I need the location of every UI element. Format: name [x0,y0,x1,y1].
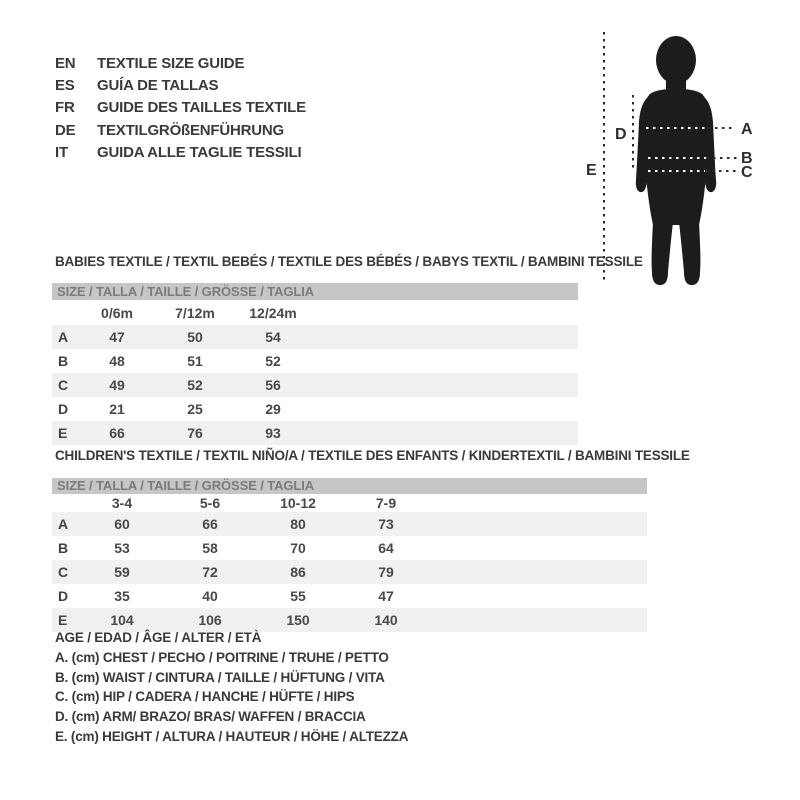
language-code: IT [55,144,68,162]
column-header-cell: 3-4 [111,495,133,511]
table-row [52,373,578,397]
table-row [52,584,647,608]
language-title-row [55,74,306,96]
table-row [52,560,647,584]
value-cell: 35 [114,588,130,604]
unit-header-row [52,494,647,512]
table-row [52,325,578,349]
column-header-cell: 5-6 [199,495,221,511]
value-cell: 93 [265,425,281,441]
value-cell: 106 [198,612,222,628]
value-cell: 51 [187,353,203,369]
table-row [52,512,647,536]
row-label-cell: C [58,377,69,393]
legend-line: AGE / EDAD / ÂGE / ALTER / ETÀ [55,630,262,646]
value-cell: 86 [290,564,306,580]
language-title: GUIDA ALLE TAGLIE TESSILI [97,144,302,162]
legend-line: E. (cm) HEIGHT / ALTURA / HAUTEUR / HÖHE / ALTEZZA [55,728,409,744]
value-cell: 48 [109,353,125,369]
column-header-cell: 0/6m [101,304,133,321]
row-label-cell: E [58,425,68,441]
value-cell: 79 [378,564,394,580]
measure-label-c: C [741,164,753,181]
measure-label-a: A [741,121,753,138]
table-row [52,349,578,373]
row-label-cell: A [58,329,69,345]
measure-label-d: D [615,126,627,143]
measure-label-b: B [741,150,753,167]
language-title: TEXTILGRÖßENFÜHRUNG [97,121,285,139]
size-header-bar: SIZE / TALLA / TAILLE / GRÖSSE / TAGLIA [52,283,578,300]
value-cell: 76 [187,425,203,441]
language-code: FR [55,99,75,117]
row-label-cell: D [58,588,69,604]
value-cell: 60 [114,516,130,532]
unit-header-row [52,300,578,325]
babies-section-heading: BABIES TEXTILE / TEXTIL BEBÉS / TEXTILE DES BÉBÉS / BABYS TEXTIL / BAMBINI TESSILE [55,254,643,269]
language-code: DE [55,121,76,139]
language-title: TEXTILE SIZE GUIDE [97,54,245,72]
column-header-cell: 7/12m [175,304,215,321]
child-silhouette [636,36,716,285]
children-section-heading: CHILDREN'S TEXTILE / TEXTIL NIÑO/A / TEXTILE DES ENFANTS / KINDERTEXTIL / BAMBINI TESSILE [55,448,690,463]
value-cell: 66 [109,425,125,441]
row-label-cell: E [58,612,68,628]
value-cell: 140 [374,612,398,628]
value-cell: 29 [265,401,281,417]
language-title-row [55,52,306,74]
children-size-table [52,478,647,632]
value-cell: 72 [202,564,218,580]
legend-line: D. (cm) ARM/ BRAZO/ BRAS/ WAFFEN / BRACCIA [55,709,366,725]
value-cell: 50 [187,329,203,345]
value-cell: 58 [202,540,218,556]
column-header-cell: 10-12 [280,495,316,511]
language-code: ES [55,77,75,95]
row-label-cell: D [58,401,69,417]
value-cell: 49 [109,377,125,393]
value-cell: 47 [378,588,394,604]
language-code: EN [55,54,76,72]
legend-line: A. (cm) CHEST / PECHO / POITRINE / TRUHE / PETTO [55,650,389,666]
value-cell: 56 [265,377,281,393]
language-title-list [55,52,306,164]
language-title: GUÍA DE TALLAS [97,77,219,95]
value-cell: 66 [202,516,218,532]
value-cell: 53 [114,540,130,556]
babies-size-table [52,283,578,445]
table-row [52,536,647,560]
value-cell: 73 [378,516,394,532]
value-cell: 52 [187,377,203,393]
value-cell: 59 [114,564,130,580]
value-cell: 104 [110,612,134,628]
measure-label-e: E [586,162,597,179]
value-cell: 54 [265,329,281,345]
legend-line: B. (cm) WAIST / CINTURA / TAILLE / HÜFTUNG / VITA [55,669,385,685]
column-header-cell: 7-9 [375,495,397,511]
legend-line: C. (cm) HIP / CADERA / HANCHE / HÜFTE / HIPS [55,689,355,705]
language-title-row [55,119,306,141]
column-header-cell: 12/24m [249,304,297,321]
row-label-cell: C [58,564,69,580]
row-label-cell: B [58,540,69,556]
value-cell: 64 [378,540,394,556]
value-cell: 40 [202,588,218,604]
size-header-bar: SIZE / TALLA / TAILLE / GRÖSSE / TAGLIA [52,478,647,494]
value-cell: 21 [109,401,125,417]
language-title-row [55,97,306,119]
language-title: GUIDE DES TAILLES TEXTILE [97,99,306,117]
value-cell: 47 [109,329,125,345]
language-title-row [55,142,306,164]
value-cell: 150 [286,612,310,628]
measurement-legend [55,628,408,746]
value-cell: 55 [290,588,306,604]
value-cell: 52 [265,353,281,369]
table-row [52,397,578,421]
value-cell: 80 [290,516,306,532]
table-row [52,421,578,445]
row-label-cell: B [58,353,69,369]
row-label-cell: A [58,516,69,532]
value-cell: 70 [290,540,306,556]
value-cell: 25 [187,401,203,417]
